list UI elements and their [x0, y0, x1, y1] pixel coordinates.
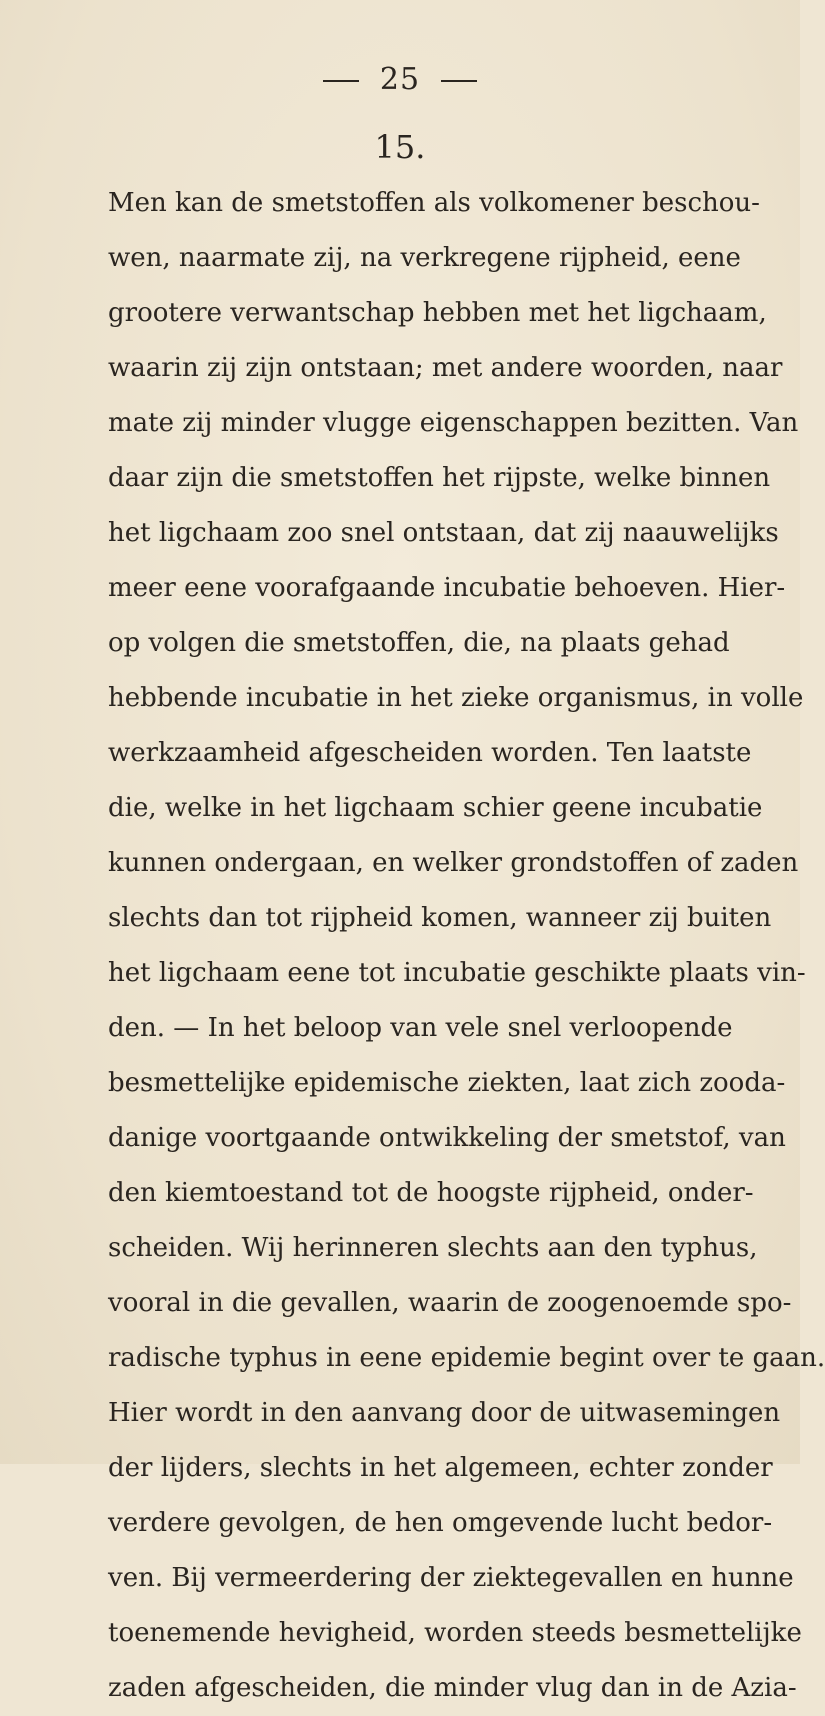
text-line: scheiden. Wij herinneren slechts aan den typhus,: [108, 1233, 758, 1263]
text-line: slechts dan tot rijpheid komen, wanneer zij buiten: [108, 903, 772, 933]
text-line: die, welke in het ligchaam schier geene incubatie: [108, 793, 763, 823]
text-line: wen, naarmate zij, na verkregene rijpheid, eene: [108, 243, 741, 273]
text-line: ven. Bij vermeerdering der ziektegevallen en hunne: [108, 1563, 794, 1593]
paragraph: [108, 176, 825, 1716]
text-line: radische typhus in eene epidemie begint over te gaan.: [108, 1343, 825, 1373]
text-line: den kiemtoestand tot de hoogste rijpheid, onder-: [108, 1178, 754, 1208]
section-number: 15.: [374, 128, 426, 166]
text-line: danige voortgaande ontwikkeling der smetstof, van: [108, 1123, 786, 1153]
text-line: Hier wordt in den aanvang door de uitwasemingen: [108, 1398, 781, 1428]
page-header: [0, 62, 800, 98]
header-dash-right: [441, 80, 477, 82]
text-line: waarin zij zijn ontstaan; met andere woorden, naar: [108, 353, 783, 383]
text-line: zaden afgescheiden, die minder vlug dan in de Azia-: [108, 1673, 797, 1703]
text-line: Men kan de smetstoffen als volkomener beschou-: [108, 188, 760, 218]
text-line: meer eene voorafgaande incubatie behoeven. Hier-: [108, 573, 786, 603]
text-line: hebbende incubatie in het zieke organismus, in volle: [108, 683, 804, 713]
header-dash-left: [323, 80, 359, 82]
text-line: op volgen die smetstoffen, die, na plaats gehad: [108, 628, 730, 658]
text-line: daar zijn die smetstoffen het rijpste, welke binnen: [108, 463, 771, 493]
text-line: toenemende hevigheid, worden steeds besmettelijke: [108, 1618, 802, 1648]
text-line: het ligchaam eene tot incubatie geschikte plaats vin-: [108, 958, 806, 988]
text-line: besmettelijke epidemische ziekten, laat zich zooda-: [108, 1068, 786, 1098]
text-line: vooral in die gevallen, waarin de zoogenoemde spo-: [108, 1288, 792, 1318]
text-line: werkzaamheid afgescheiden worden. Ten laatste: [108, 738, 752, 768]
text-line: kunnen ondergaan, en welker grondstoffen of zaden: [108, 848, 799, 878]
text-line: der lijders, slechts in het algemeen, echter zonder: [108, 1453, 773, 1483]
text-line: mate zij minder vlugge eigenschappen bezitten. Van: [108, 408, 799, 438]
text-line: het ligchaam zoo snel ontstaan, dat zij naauwelijks: [108, 518, 779, 548]
text-line: verdere gevolgen, de hen omgevende lucht bedor-: [108, 1508, 773, 1538]
page-number: 25: [379, 62, 421, 97]
text-line: den. — In het beloop van vele snel verloopende: [108, 1013, 733, 1043]
text-line: grootere verwantschap hebben met het ligchaam,: [108, 298, 767, 328]
